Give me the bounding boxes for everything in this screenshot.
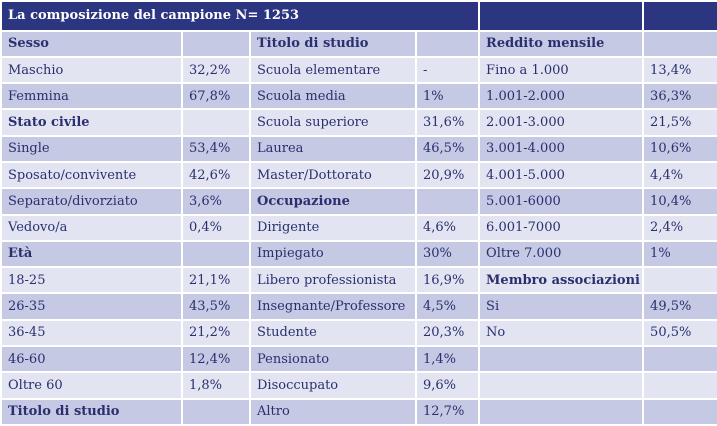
label-cell: 6.001-7000 (479, 215, 643, 241)
label-cell: Scuola superiore (250, 109, 416, 135)
table-row (1, 293, 717, 319)
label-cell: 3.001-4.000 (479, 136, 643, 162)
section-header-cell: Reddito mensile (479, 31, 643, 57)
value-cell: 1,8% (182, 372, 250, 398)
empty-cell (416, 31, 479, 57)
label-cell: Oltre 60 (1, 372, 182, 398)
value-cell: 9,6% (416, 372, 479, 398)
value-cell: - (416, 57, 479, 83)
table-title-row (1, 1, 717, 31)
table-row (1, 57, 717, 83)
value-cell: 31,6% (416, 109, 479, 135)
value-cell: 21,5% (643, 109, 717, 135)
table-row (1, 320, 717, 346)
value-cell: 36,3% (643, 83, 717, 109)
label-cell: 36-45 (1, 320, 182, 346)
value-cell: 4,6% (416, 215, 479, 241)
table-row (1, 31, 717, 57)
label-cell: Dirigente (250, 215, 416, 241)
value-cell: 13,4% (643, 57, 717, 83)
label-cell: Laurea (250, 136, 416, 162)
table-row (1, 215, 717, 241)
empty-cell (643, 372, 717, 398)
empty-cell (643, 31, 717, 57)
table-row (1, 372, 717, 398)
label-cell: Single (1, 136, 182, 162)
empty-cell (479, 372, 643, 398)
value-cell: 4,5% (416, 293, 479, 319)
value-cell: 20,9% (416, 162, 479, 188)
value-cell: 20,3% (416, 320, 479, 346)
empty-cell (182, 109, 250, 135)
empty-cell (643, 346, 717, 372)
value-cell: 2,4% (643, 215, 717, 241)
table-row (1, 83, 717, 109)
label-cell: Si (479, 293, 643, 319)
table-title: La composizione del campione N= 1253 (1, 1, 479, 31)
empty-cell (643, 267, 717, 293)
label-cell: Studente (250, 320, 416, 346)
label-cell: Scuola media (250, 83, 416, 109)
value-cell: 12,4% (182, 346, 250, 372)
label-cell: Separato/divorziato (1, 188, 182, 214)
label-cell: Femmina (1, 83, 182, 109)
table-body (1, 1, 717, 425)
value-cell: 16,9% (416, 267, 479, 293)
table-row (1, 188, 717, 214)
value-cell: 4,4% (643, 162, 717, 188)
label-cell: Libero professionista (250, 267, 416, 293)
label-cell: Insegnante/Professore (250, 293, 416, 319)
value-cell: 1% (416, 83, 479, 109)
section-header-cell: Sesso (1, 31, 182, 57)
value-cell: 3,6% (182, 188, 250, 214)
empty-cell (479, 399, 643, 425)
value-cell: 21,1% (182, 267, 250, 293)
empty-cell (643, 399, 717, 425)
value-cell: 10,4% (643, 188, 717, 214)
label-cell: 4.001-5.000 (479, 162, 643, 188)
empty-cell (416, 188, 479, 214)
empty-cell (182, 399, 250, 425)
label-cell: Disoccupato (250, 372, 416, 398)
label-cell: 18-25 (1, 267, 182, 293)
value-cell: 1,4% (416, 346, 479, 372)
label-cell: Sposato/convivente (1, 162, 182, 188)
value-cell: 21,2% (182, 320, 250, 346)
label-cell: Maschio (1, 57, 182, 83)
label-cell: Scuola elementare (250, 57, 416, 83)
section-header-cell: Titolo di studio (250, 31, 416, 57)
label-cell: Pensionato (250, 346, 416, 372)
table-row (1, 346, 717, 372)
value-cell: 67,8% (182, 83, 250, 109)
empty-cell (182, 241, 250, 267)
label-cell: 26-35 (1, 293, 182, 319)
value-cell: 49,5% (643, 293, 717, 319)
label-cell: Impiegato (250, 241, 416, 267)
title-blank-cell (643, 1, 717, 31)
value-cell: 32,2% (182, 57, 250, 83)
value-cell: 1% (643, 241, 717, 267)
title-blank-cell (479, 1, 643, 31)
value-cell: 43,5% (182, 293, 250, 319)
empty-cell (479, 346, 643, 372)
label-cell: Oltre 7.000 (479, 241, 643, 267)
section-header-cell: Membro associazioni (479, 267, 643, 293)
value-cell: 30% (416, 241, 479, 267)
label-cell: 46-60 (1, 346, 182, 372)
section-header-cell: Età (1, 241, 182, 267)
empty-cell (182, 31, 250, 57)
section-header-cell: Stato civile (1, 109, 182, 135)
value-cell: 0,4% (182, 215, 250, 241)
value-cell: 10,6% (643, 136, 717, 162)
value-cell: 42,6% (182, 162, 250, 188)
label-cell: 1.001-2.000 (479, 83, 643, 109)
label-cell: 5.001-6000 (479, 188, 643, 214)
label-cell: Fino a 1.000 (479, 57, 643, 83)
value-cell: 46,5% (416, 136, 479, 162)
table-row (1, 109, 717, 135)
label-cell: 2.001-3.000 (479, 109, 643, 135)
label-cell: Master/Dottorato (250, 162, 416, 188)
value-cell: 53,4% (182, 136, 250, 162)
table-row (1, 267, 717, 293)
table-row (1, 162, 717, 188)
section-header-cell: Titolo di studio (1, 399, 182, 425)
label-cell: Vedovo/a (1, 215, 182, 241)
table-row (1, 399, 717, 425)
table-row (1, 136, 717, 162)
section-header-cell: Occupazione (250, 188, 416, 214)
table-row (1, 241, 717, 267)
value-cell: 50,5% (643, 320, 717, 346)
value-cell: 12,7% (416, 399, 479, 425)
label-cell: No (479, 320, 643, 346)
label-cell: Altro (250, 399, 416, 425)
